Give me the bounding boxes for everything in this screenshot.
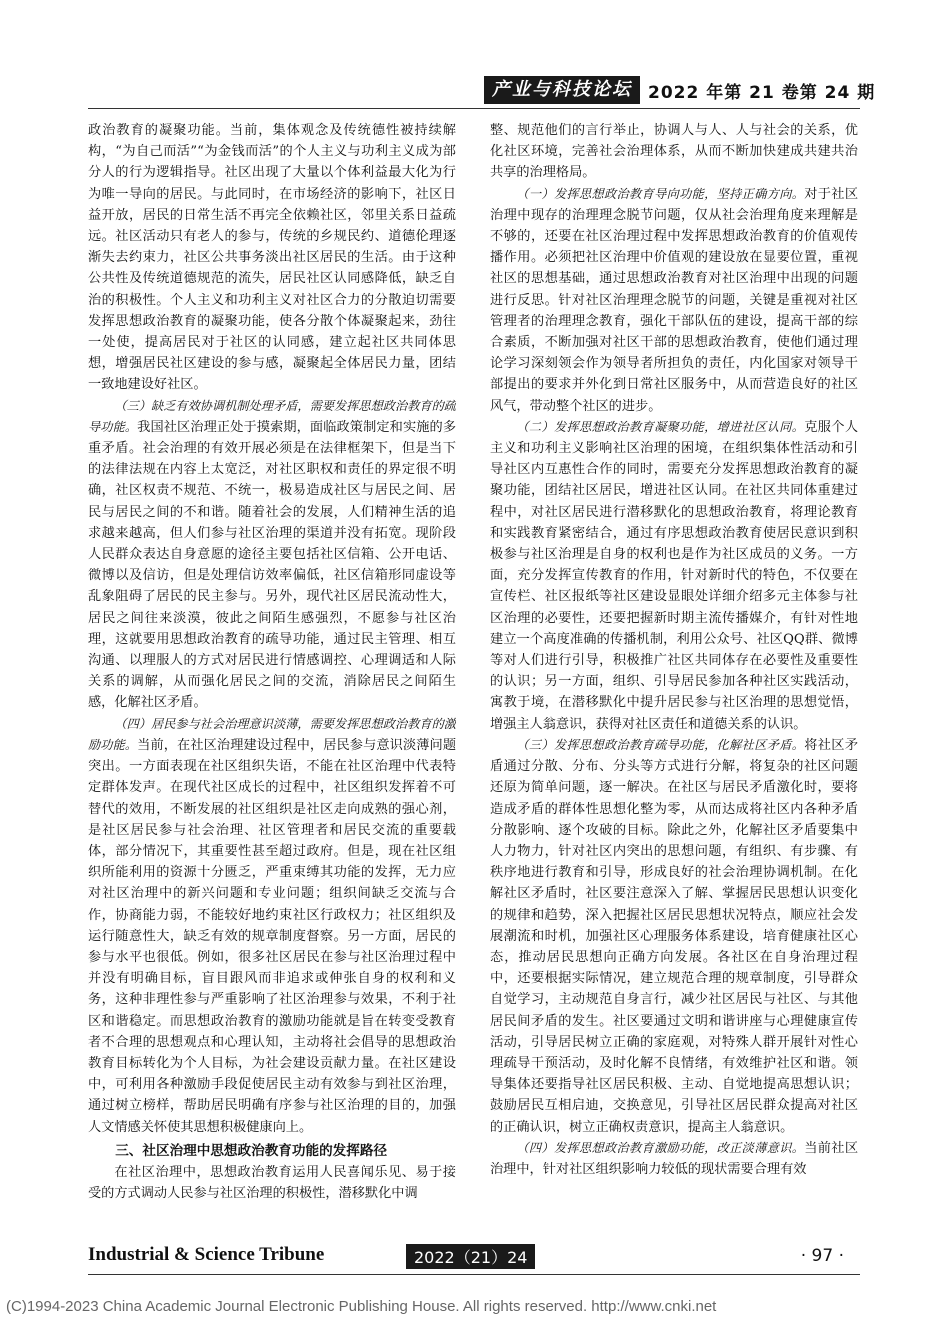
subheading-lead: （三）发挥思想政治教育疏导功能，化解社区矛盾。: [516, 737, 805, 752]
section-heading: 三、社区治理中思想政治教育功能的发挥路径: [115, 1142, 388, 1159]
page-number: · 97 ·: [800, 1246, 844, 1266]
paragraph: （四）居民参与社会治理意识淡薄，需要发挥思想政治教育的激励功能。当前，在社区治理建设过程中，居民参与意识淡薄问题突出。一方面表现在社区组织失语，不能在社区治理中代表特定群体发声。在现代社区成长的过程中，社区组织发挥着不可替代的效用，不断发展的社区组织是社区走向成熟的强心剂，是社区居民参与社会治理、社区管理者和居民交流的重要载体，部分情况下，其重要性甚至超过政府。但是，现在社区组织所能利用的资源十分匮乏，严重束缚其功能的发挥，无力应对社区治理中的新兴问题和专业问题；组织间缺乏交流与合作，协商能力弱，不能较好地约束社区行政权力；社区组织及运行随意性大，缺乏有效的规章制度督察。另一方面，居民的参与水平也很低。例如，很多社区居民在参与社区治理过程中并没有明确目标，盲目跟风而非追求或伸张自身的权利和义务，这种非理性参与严重影响了社区治理参与效果，不利于社区和谐稳定。而思想政治教育的激励功能就是旨在转变受教育者不合理的思想观点和心理认知，主动将社会倡导的思想政治教育目标转化为个人目标，为社会建设贡献力量。在社区建设中，可利用各种激励手段促使居民主动有效参与到社区治理，通过树立榜样，帮助居民明确有序参与社区治理的目的，加强人文情感关怀使其思想积极健康向上。: [88, 716, 456, 1135]
paragraph: （二）发挥思想政治教育凝聚功能，增进社区认同。克服个人主义和功利主义影响社区治理的困境，在组织集体性活动和引导社区内互惠性合作的同时，需要充分发挥思想政治教育的凝聚功能，团结社区居民，增进社区认同。在社区共同体重建过程中，对社区居民进行潜移默化的思想政治教育，将理论教育和实践教育紧密结合，通过有序思想政治教育使居民意识到积极参与社区治理是自身的权利也是作为社区成员的义务。一方面，充分发挥宣传教育的作用，针对新时代的特色，不仅要在宣传栏、社区报纸等社区建设显眼处详细介绍多元主体参与社区治理的必要性，还要把握新时期主流传播媒介，有针对性地建立一个高度准确的传播机制，利用公众号、社区QQ群、微博等对人们进行引导，积极推广社区共同体存在必要性及重要性的认识；另一方面，组织、引导居民参加各种社区实践活动，寓教于境，在潜移默化中提升居民参与社区治理的思想觉悟，增强主人翁意识，获得对社区责任和道德关系的认识。: [490, 419, 858, 732]
subheading-lead: （三）缺乏有效协调机制处理矛盾，需要发挥思想政治教育的疏导功能。: [88, 398, 456, 434]
volume-badge: 2022（21）24: [406, 1244, 535, 1269]
page-footer: [88, 1244, 860, 1270]
subheading-lead: （四）发挥思想政治教育激励功能，改正淡薄意识。: [516, 1140, 805, 1155]
paragraph: 整、规范他们的言行举止，协调人与人、人与社会的关系，优化社区环境，完善社会治理体系，从而不断加快建成共建共治共享的治理格局。: [490, 123, 858, 181]
header-rule: [88, 108, 860, 109]
subheading-lead: （二）发挥思想政治教育凝聚功能，增进社区认同。: [516, 419, 805, 434]
journal-header: [484, 76, 875, 104]
left-column: [88, 120, 456, 1224]
paragraph: （三）发挥思想政治教育疏导功能，化解社区矛盾。将社区矛盾通过分散、分布、分头等方式进行分解，将复杂的社区问题还原为简单问题，逐一解决。在社区与居民矛盾激化时，要将造成矛盾的群体性思想化整为零，从而达成将社区内各种矛盾分散影响、逐个攻破的目标。除此之外，化解社区矛盾要集中人力物力，针对社区内突出的思想问题，有组织、有步骤、有秩序地进行教育和引导，形成良好的社会治理协调机制。在化解社区矛盾时，社区要注意深入了解、掌握居民思想认识变化的规律和趋势，深入把握社区居民思想状况特点，顺应社会发展潮流和时机，加强社区心理服务体系建设，培育健康社区心态，推动居民思想向正确方向发展。各社区在自身治理过程中，还要根据实际情况，建立规范合理的规章制度，引导群众自觉学习，主动规范自身言行，减少社区居民与社区、与其他居民间矛盾的发生。社区要通过文明和谐讲座与心理健康宣传活动，引导居民树立正确的家庭观，对特殊人群开展针对性心理疏导干预活动，及时化解不良情绪，有效维护社区和谐。领导集体还要指导社区居民积极、主动、自觉地提高思想认识；鼓励居民互相启迪，交换意见，引导社区居民群众提高对社区的正确认识，树立正确权责意识，提高主人翁意识。: [490, 737, 858, 1135]
issue-info: 2022 年第 21 卷第 24 期: [648, 82, 876, 103]
journal-name: 产业与科技论坛: [484, 76, 640, 104]
footer-rule: [88, 1274, 860, 1275]
paragraph: （三）缺乏有效协调机制处理矛盾，需要发挥思想政治教育的疏导功能。我国社区治理正处于摸索期，面临政策制定和实施的多重矛盾。社会治理的有效开展必须是在法律框架下，但是当下的法律法规在内容上太宽泛，对社区职权和责任的界定很不明确，社区权责不规范、不统一，极易造成社区与居民之间、居民与居民之间的不和谐。随着社会的发展，人们精神生活的追求越来越高，但人们参与社区治理的渠道并没有拓宽。现阶段人民群众表达自身意愿的途径主要包括社区信箱、公开电话、微博以及信访，但是处理信访效率偏低，社区信箱形同虚设等乱象阻碍了居民的民主参与。另外，现代社区居民流动性大，居民之间往来淡漠，彼此之间陌生感强烈，不愿参与社区治理，这就要用思想政治教育的疏导功能，通过民主管理、相互沟通、以理服人的方式对居民进行情感调控、心理调适和人际关系的调解，从而强化居民之间的交流，消除居民之间陌生感，化解社区矛盾。: [88, 398, 456, 711]
copyright-notice: (C)1994-2023 China Academic Journal Electronic Publishing House. All rights reserved. http://www.cnki.net: [6, 1298, 717, 1315]
subheading-lead: （一）发挥思想政治教育导向功能，坚持正确方向。: [516, 186, 805, 201]
paragraph: 在社区治理中，思想政治教育运用人民喜闻乐见、易于接受的方式调动人民参与社区治理的积极性，潜移默化中调: [88, 1164, 456, 1201]
paragraph: 政治教育的凝聚功能。当前，集体观念及传统德性被持续解构，“为自己而活”“为金钱而活”的个人主义与功利主义成为部分人的行为逻辑指导。社区出现了大量以个体利益最大化为行为唯一导向的居民。与此同时，在市场经济的影响下，社区日益开放，居民的日常生活不再完全依赖社区，邻里关系日益疏远。社区活动只有老人的参与，传统的乡规民约、道德伦理逐渐失去约束力，社区公共事务淡出社区居民的生活。由于这种公共性及传统道德规范的流失，居民社区认同感降低，缺乏自治的积极性。个人主义和功利主义对社区合力的分散迫切需要发挥思想政治教育的凝聚功能，使各分散个体凝聚起来，劲往一处使，提高居民对于社区的认同感，建立起社区共同体思想，增强居民社区建设的参与感，凝聚起全体居民力量，团结一致地建设好社区。: [88, 123, 456, 393]
subheading-lead: （四）居民参与社会治理意识淡薄，需要发挥思想政治教育的激励功能。: [88, 716, 456, 752]
paragraph: （一）发挥思想政治教育导向功能，坚持正确方向。对于社区治理中现存的治理理念脱节问题，仅从社会治理角度来理解是不够的，还要在社区治理过程中发挥思想政治教育的价值观传播作用。必须把社区治理中价值观的建设放在显要位置，重视社区的思想基础，通过思想政治教育对社区治理中出现的问题进行反思。针对社区治理理念脱节的问题，关键是重视对社区管理者的治理理念教育，强化干部队伍的建设，提高干部的综合素质，不断加强对社区干部的思想政治教育，使他们通过理论学习深刻领会作为领导者所担负的责任，内化国家对领导干部提出的要求并外化到日常社区服务中，从而营造良好的社区风气，带动整个社区的进步。: [490, 186, 858, 414]
paragraph: （四）发挥思想政治教育激励功能，改正淡薄意识。当前社区治理中，针对社区组织影响力较低的现状需要合理有效: [490, 1140, 858, 1177]
right-column: [490, 120, 858, 1224]
journal-english-name: Industrial & Science Tribune: [88, 1244, 325, 1265]
